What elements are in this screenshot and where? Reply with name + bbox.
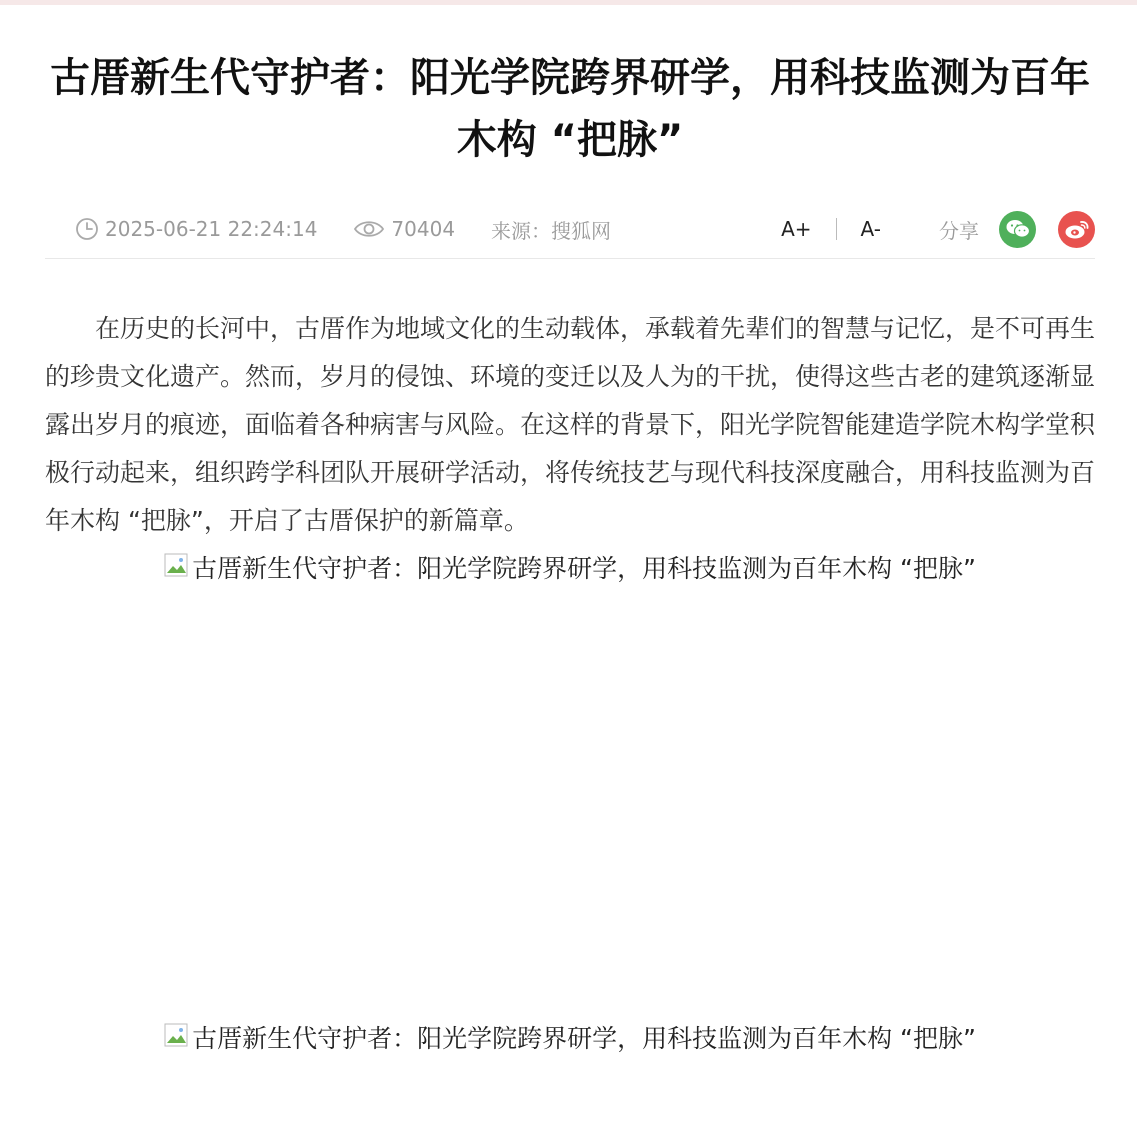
weibo-icon	[1064, 218, 1090, 240]
view-count-text: 70404	[391, 217, 456, 241]
article-title: 古厝新生代守护者：阳光学院跨界研学，用科技监测为百年木构 “把脉”	[50, 55, 1090, 163]
source	[491, 215, 611, 244]
image-alt-text: 古厝新生代守护者：阳光学院跨界研学，用科技监测为百年木构 “把脉”	[192, 1024, 976, 1053]
broken-image-icon	[164, 547, 190, 573]
broken-image-icon	[164, 1017, 190, 1043]
clock-icon	[75, 217, 99, 241]
font-size-divider	[836, 218, 837, 240]
font-decrease-button[interactable]: A-	[860, 217, 881, 241]
image-alt-text: 古厝新生代守护者：阳光学院跨界研学，用科技监测为百年木构 “把脉”	[192, 554, 976, 583]
share-label: 分享	[939, 218, 979, 243]
article-meta-info	[75, 199, 647, 259]
publish-time	[75, 217, 317, 241]
share-wechat-button[interactable]	[999, 211, 1036, 248]
article-page	[0, 5, 1137, 1063]
share-weibo-button[interactable]	[1058, 211, 1095, 248]
article-meta-bar	[45, 199, 1095, 259]
font-increase-button[interactable]: A+	[781, 217, 812, 241]
article-image	[45, 1015, 1095, 1063]
eye-icon	[353, 219, 385, 239]
wechat-icon	[1005, 218, 1031, 240]
article-image	[45, 545, 1095, 1015]
view-count	[353, 217, 455, 241]
publish-time-text: 2025-06-21 22:24:14	[105, 217, 318, 241]
article-paragraph: 在历史的长河中，古厝作为地域文化的生动载体，承载着先辈们的智慧与记忆，是不可再生的珍贵文化遗产。然而，岁月的侵蚀、环境的变迁以及人为的干扰，使得这些古老的建筑逐渐显露出岁月的痕迹，面临着各种病害与风险。在这样的背景下，阳光学院智能建造学院木构学堂积极行动起来，组织跨学科团队开展研学活动，将传统技艺与现代科技深度融合，用科技监测为百年木构 “把脉”，开启了古厝保护的新篇章。	[45, 314, 1096, 535]
article-tools	[769, 199, 1095, 259]
source-text: 来源：搜狐网	[491, 218, 612, 243]
article-content	[45, 305, 1095, 1063]
